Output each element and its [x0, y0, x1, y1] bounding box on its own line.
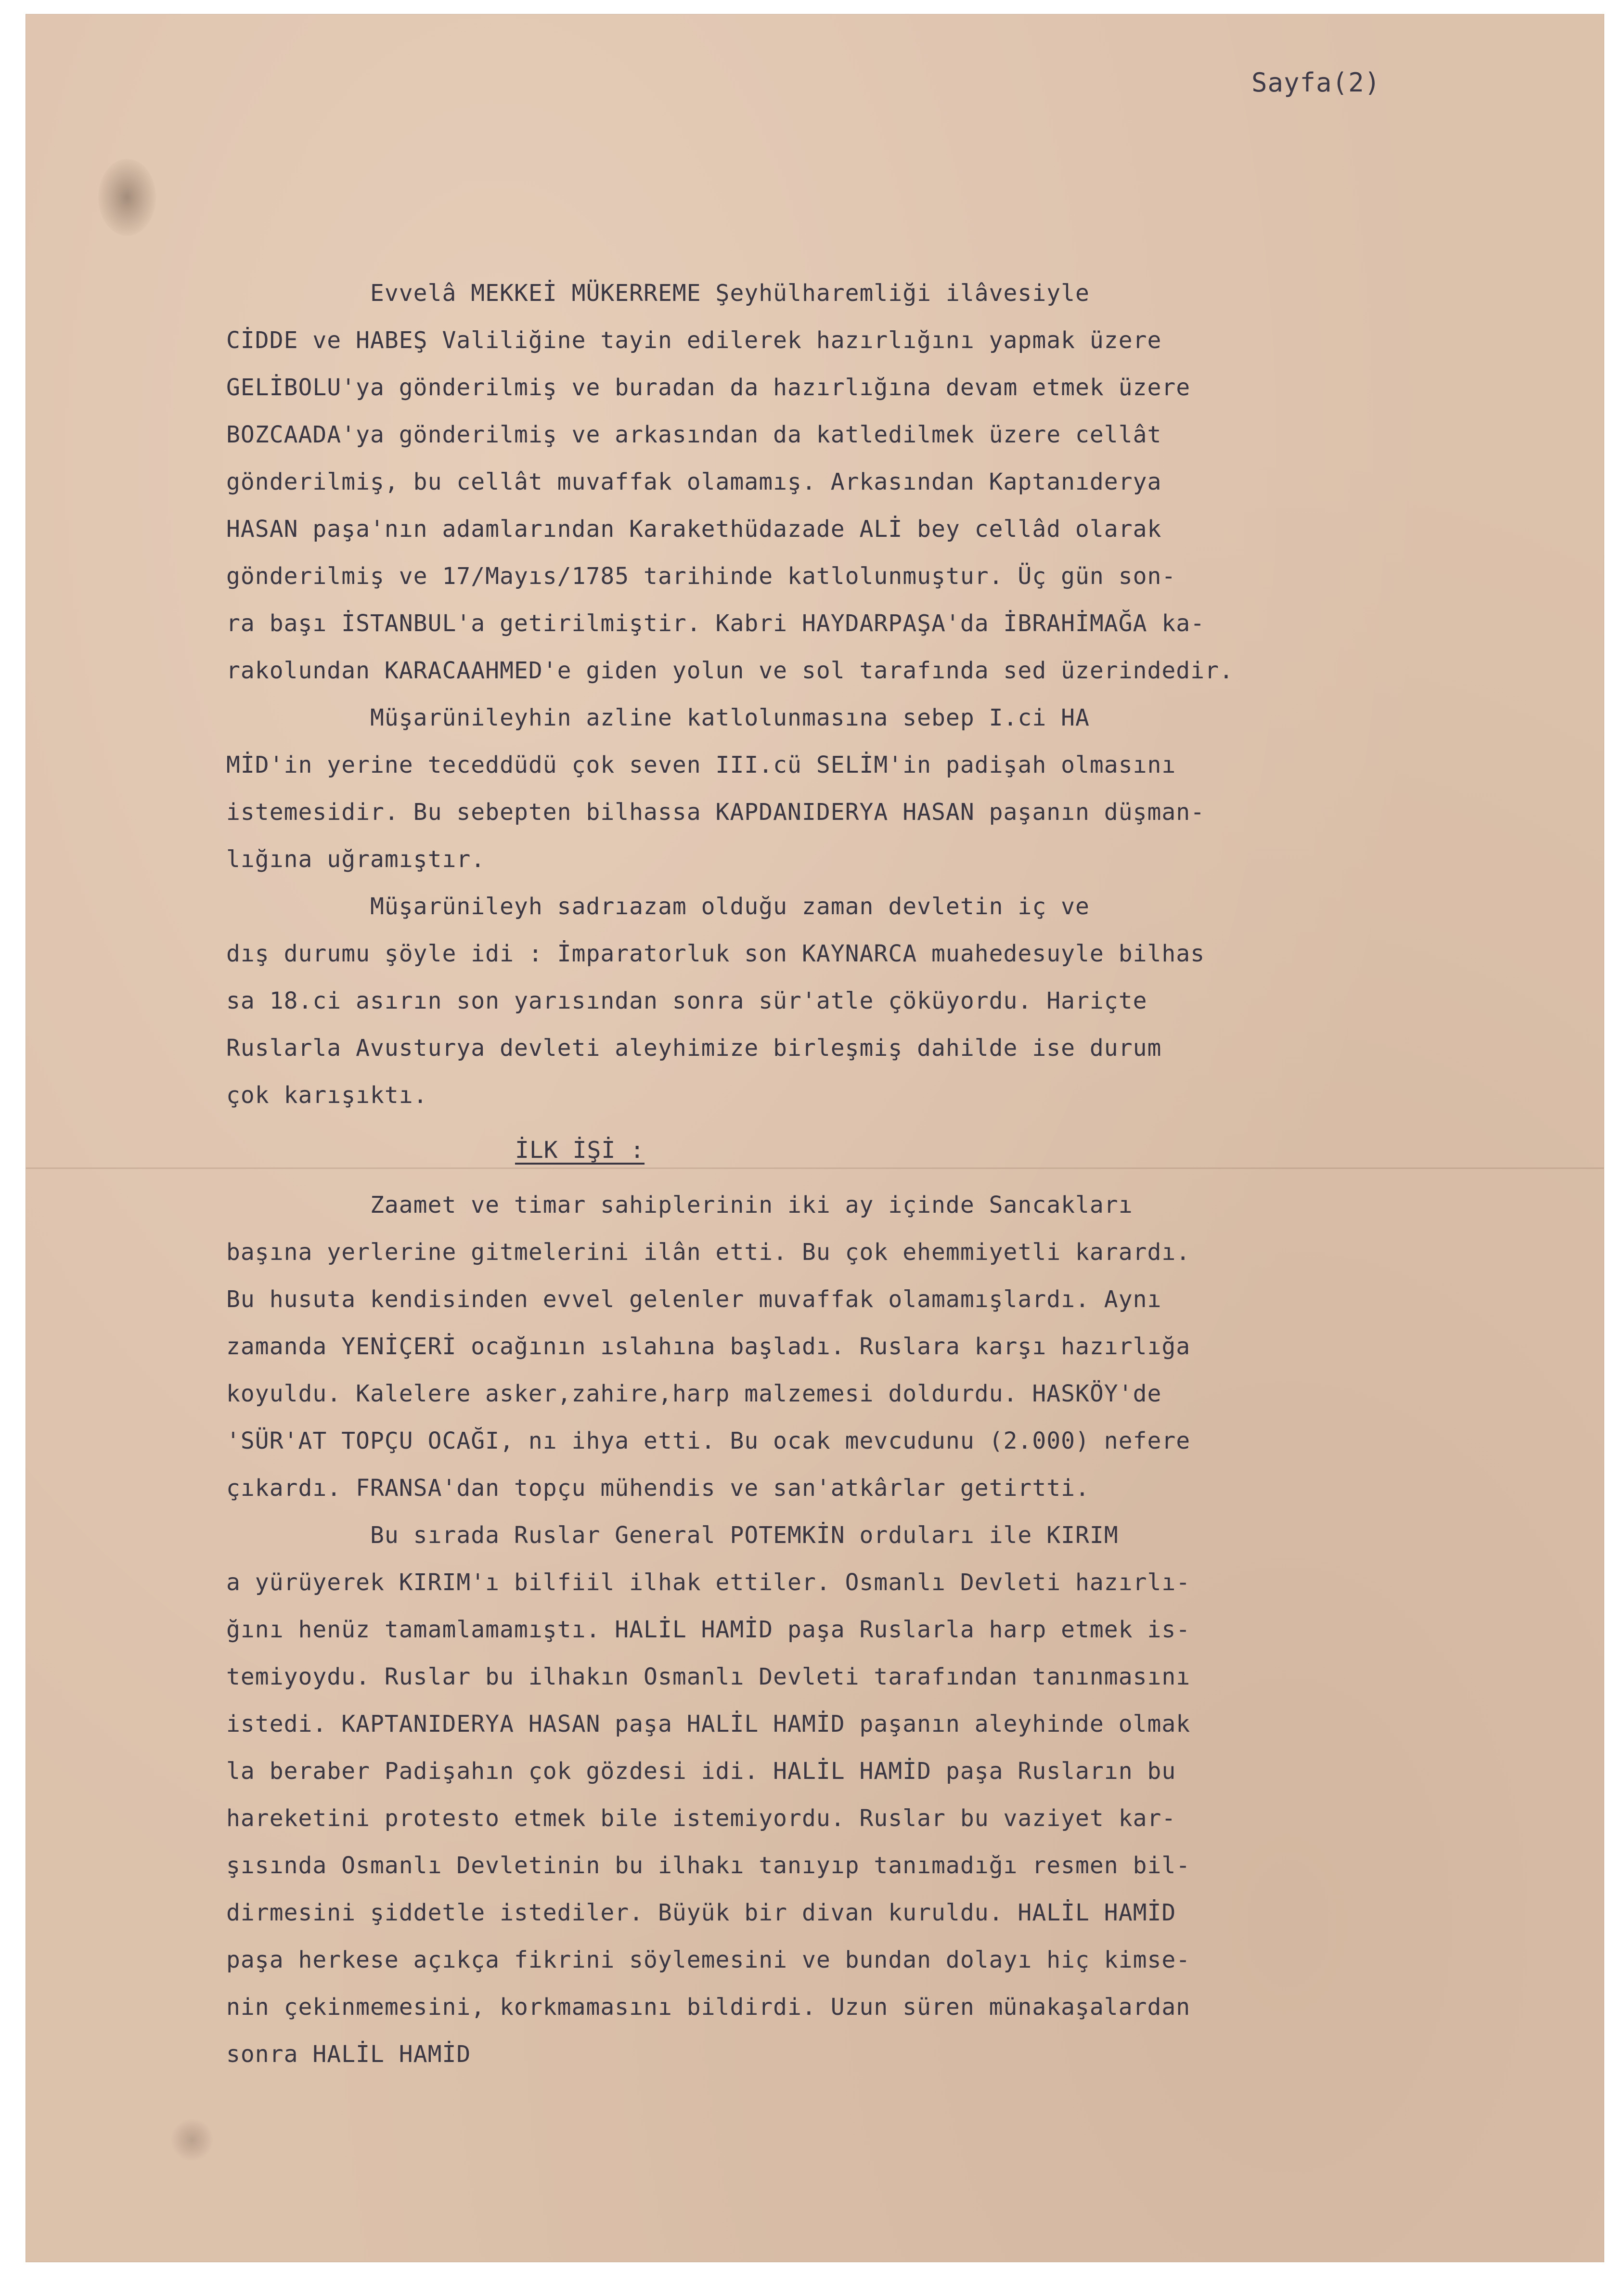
smudge-mark — [170, 2118, 214, 2162]
paragraph-1 — [226, 270, 1584, 694]
text-line: Zaamet ve timar sahiplerinin iki ay içinde Sancakları — [226, 1192, 1133, 1219]
text-line: dirmesini şiddetle istediler. Büyük bir divan kuruldu. HALİL HAMİD — [226, 1899, 1176, 1926]
text-line: 'SÜR'AT TOPÇU OCAĞI, nı ihya etti. Bu ocak mevcudunu (2.000) nefere — [226, 1427, 1191, 1454]
text-line: paşa herkese açıkça fikrini söylemesini ve bundan dolayı hiç kimse- — [226, 1946, 1191, 1973]
text-line: lığına uğramıştır. — [226, 846, 486, 873]
text-line: ra başı İSTANBUL'a getirilmiştir. Kabri HAYDARPAŞA'da İBRAHİMAĞA ka- — [226, 610, 1205, 637]
text-line: BOZCAADA'ya gönderilmiş ve arkasından da katledilmek üzere cellât — [226, 421, 1162, 448]
text-line: temiyoydu. Ruslar bu ilhakın Osmanlı Devleti tarafından tanınmasını — [226, 1663, 1191, 1690]
text-line: sa 18.ci asırın son yarısından sonra sür'atle çöküyordu. Hariçte — [226, 987, 1147, 1014]
paragraph-4 — [226, 1181, 1584, 1512]
text-line: şısında Osmanlı Devletinin bu ilhakı tanıyıp tanımadığı resmen bil- — [226, 1852, 1191, 1879]
text-line: hareketini protesto etmek bile istemiyordu. Ruslar bu vaziyet kar- — [226, 1805, 1176, 1832]
ink-stain — [98, 159, 156, 236]
text-line: CİDDE ve HABEŞ Valiliğine tayin edilerek hazırlığını yapmak üzere — [226, 327, 1162, 354]
text-line: Müşarünileyhin azline katlolunmasına sebep I.ci HA — [226, 704, 1090, 731]
text-line: Bu sırada Ruslar General POTEMKİN orduları ile KIRIM — [226, 1522, 1119, 1549]
text-line: HASAN paşa'nın adamlarından Karakethüdazade ALİ bey cellâd olarak — [226, 516, 1162, 543]
text-line: ğını henüz tamamlamamıştı. HALİL HAMİD paşa Ruslarla harp etmek is- — [226, 1616, 1191, 1643]
section-heading — [226, 1119, 1584, 1181]
text-line: Ruslarla Avusturya devleti aleyhimize birleşmiş dahilde ise durum — [226, 1035, 1162, 1062]
text-line: istemesidir. Bu sebepten bilhassa KAPDANIDERYA HASAN paşanın düşman- — [226, 799, 1205, 826]
section-heading-text: İLK İŞİ : — [515, 1137, 645, 1164]
text-line: istedi. KAPTANIDERYA HASAN paşa HALİL HAMİD paşanın aleyhinde olmak — [226, 1711, 1191, 1737]
text-line: rakolundan KARACAAHMED'e giden yolun ve sol tarafında sed üzerindedir. — [226, 657, 1234, 684]
text-line: nin çekinmemesini, korkmamasını bildirdi. Uzun süren münakaşalardan — [226, 1994, 1191, 2021]
text-line: a yürüyerek KIRIM'ı bilfiil ilhak ettiler. Osmanlı Devleti hazırlı- — [226, 1569, 1191, 1596]
text-line: gönderilmiş ve 17/Mayıs/1785 tarihinde katlolunmuştur. Üç gün son- — [226, 563, 1176, 590]
text-line: sonra HALİL HAMİD — [226, 2041, 471, 2068]
text-line: koyuldu. Kalelere asker,zahire,harp malzemesi doldurdu. HASKÖY'de — [226, 1380, 1162, 1407]
text-line: çok karışıktı. — [226, 1082, 428, 1109]
paragraph-5 — [226, 1512, 1584, 2078]
text-line: Evvelâ MEKKEİ MÜKERREME Şeyhülharemliği ilâvesiyle — [226, 280, 1090, 307]
text-line: Müşarünileyh sadrıazam olduğu zaman devletin iç ve — [226, 893, 1090, 920]
text-line: GELİBOLU'ya gönderilmiş ve buradan da hazırlığına devam etmek üzere — [226, 374, 1191, 401]
text-line: başına yerlerine gitmelerini ilân etti. Bu çok ehemmiyetli karardı. — [226, 1239, 1191, 1266]
text-line: gönderilmiş, bu cellât muvaffak olamamış. Arkasından Kaptanıderya — [226, 468, 1162, 495]
paragraph-2 — [226, 694, 1584, 883]
text-line: Bu husuta kendisinden evvel gelenler muvaffak olamamışlardı. Aynı — [226, 1286, 1162, 1313]
paragraph-3 — [226, 883, 1584, 1119]
page-number: Sayfa(2) — [1251, 67, 1381, 98]
document-body — [226, 270, 1584, 2078]
text-line: çıkardı. FRANSA'dan topçu mühendis ve san'atkârlar getirtti. — [226, 1475, 1090, 1502]
text-line: MİD'in yerine teceddüdü çok seven III.cü SELİM'in padişah olmasını — [226, 752, 1176, 778]
text-line: zamanda YENİÇERİ ocağının ıslahına başladı. Ruslara karşı hazırlığa — [226, 1333, 1191, 1360]
text-line: dış durumu şöyle idi : İmparatorluk son KAYNARCA muahedesuyle bilhas — [226, 940, 1205, 967]
text-line: la beraber Padişahın çok gözdesi idi. HALİL HAMİD paşa Rusların bu — [226, 1758, 1176, 1785]
